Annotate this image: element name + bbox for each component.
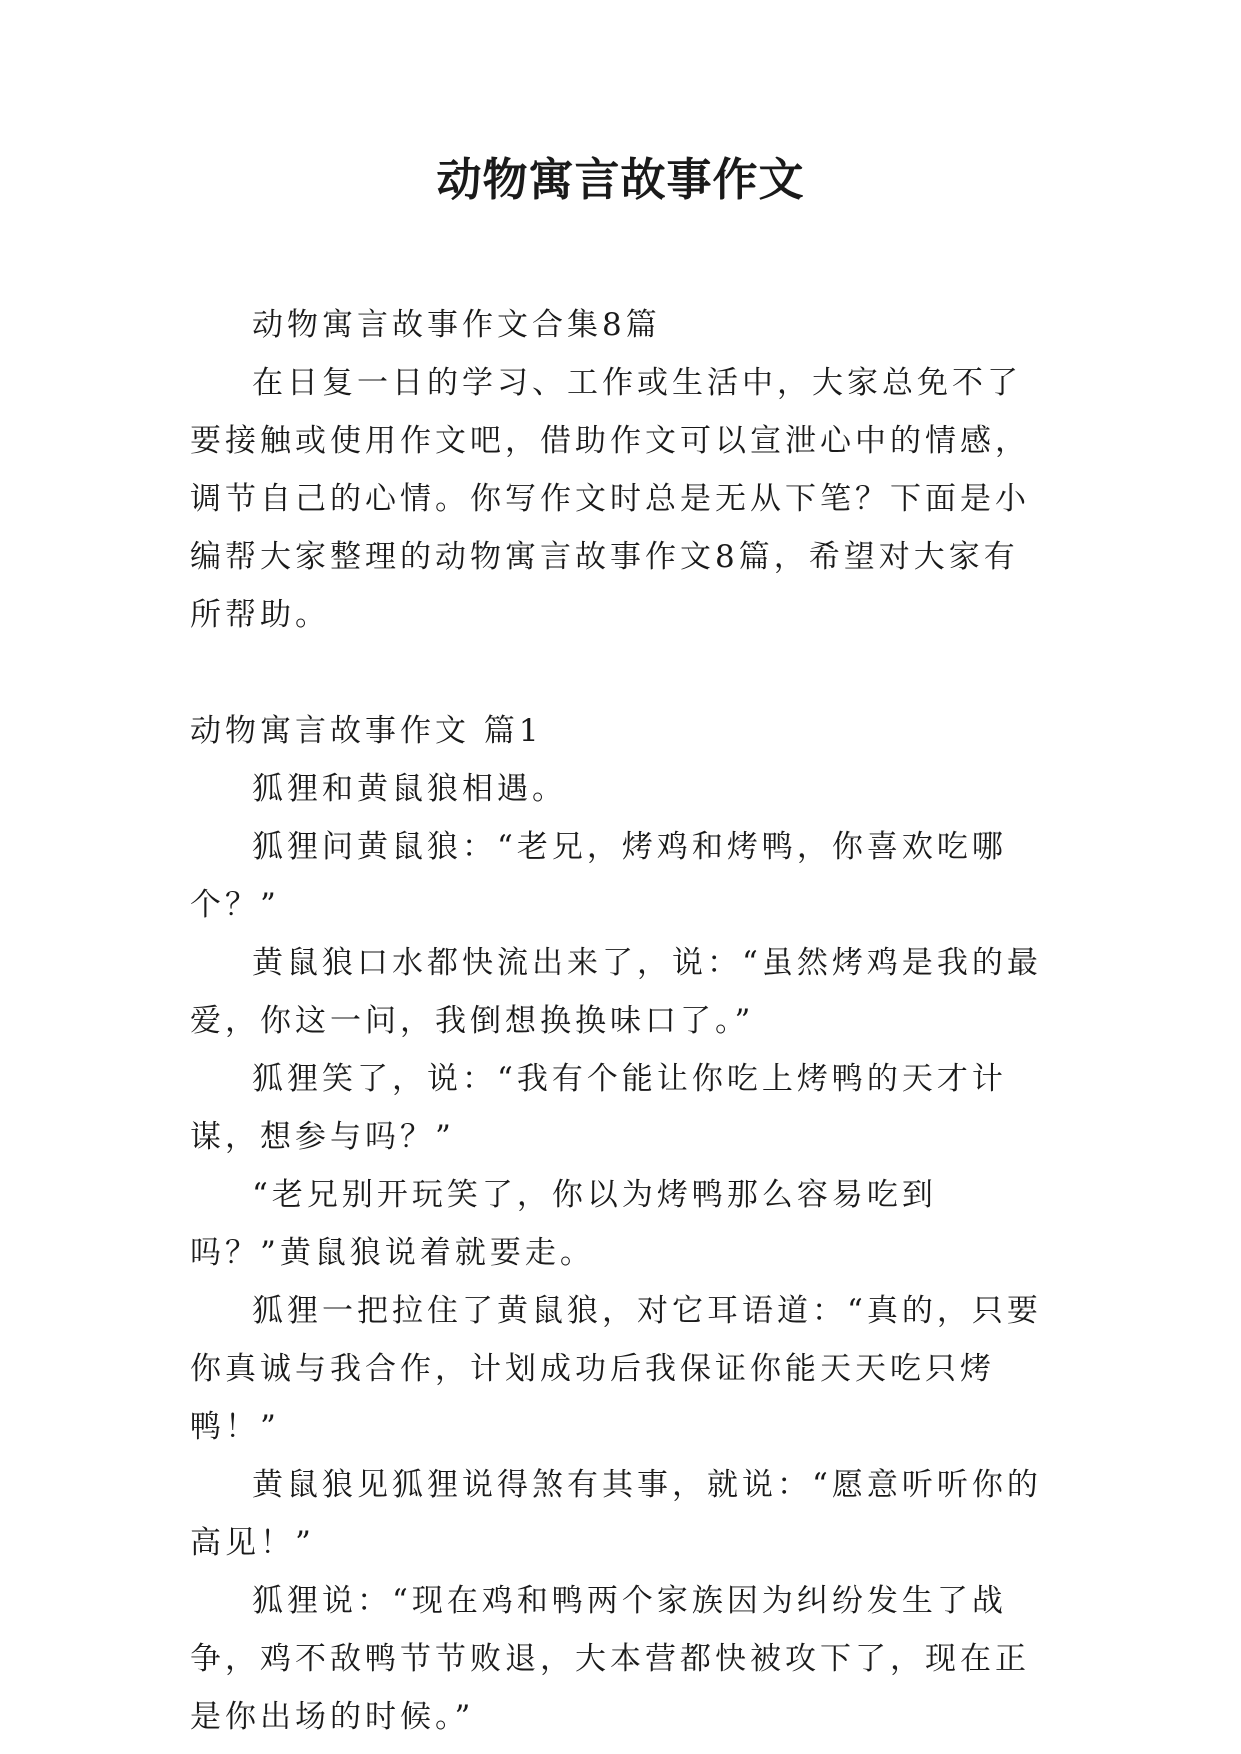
document-title: 动物寓言故事作文 bbox=[436, 153, 805, 206]
story-paragraph: 狐狸和黄鼠狼相遇。 bbox=[252, 771, 567, 807]
story-paragraph: 狐狸笑了，说：“我有个能让你吃上烤鸭的天才计谋，想参与吗？” bbox=[190, 1061, 1007, 1155]
story-paragraph: 狐狸一把拉住了黄鼠狼，对它耳语道：“真的，只要你真诚与我合作，计划成功后我保证你能天天吃只烤鸭！” bbox=[190, 1293, 1042, 1445]
story-paragraph: 黄鼠狼见狐狸说得煞有其事，就说：“愿意听听你的高见！” bbox=[190, 1467, 1042, 1561]
story-paragraph: “老兄别开玩笑了，你以为烤鸭那么容易吃到吗？”黄鼠狼说着就要走。 bbox=[190, 1177, 937, 1271]
story-paragraph: 黄鼠狼口水都快流出来了，说：“虽然烤鸡是我的最爱，你这一问，我倒想换换味口了。” bbox=[190, 945, 1042, 1039]
section-heading: 动物寓言故事作文 篇1 bbox=[190, 713, 543, 749]
story-paragraph: 狐狸问黄鼠狼：“老兄，烤鸡和烤鸭，你喜欢吃哪个？” bbox=[190, 829, 1007, 923]
document-body bbox=[190, 296, 1052, 1746]
intro-paragraph: 在日复一日的学习、工作或生活中，大家总免不了要接触或使用作文吧，借助作文可以宣泄心中的情感，调节自己的心情。你写作文时总是无从下笔？下面是小编帮大家整理的动物寓言故事作文8篇，希望对大家有所帮助。 bbox=[190, 365, 1030, 633]
document-subtitle: 动物寓言故事作文合集8篇 bbox=[252, 307, 661, 343]
story-paragraph: 狐狸说：“现在鸡和鸭两个家族因为纠纷发生了战争，鸡不敌鸭节节败退，大本营都快被攻下了，现在正是你出场的时候。” bbox=[190, 1583, 1030, 1735]
